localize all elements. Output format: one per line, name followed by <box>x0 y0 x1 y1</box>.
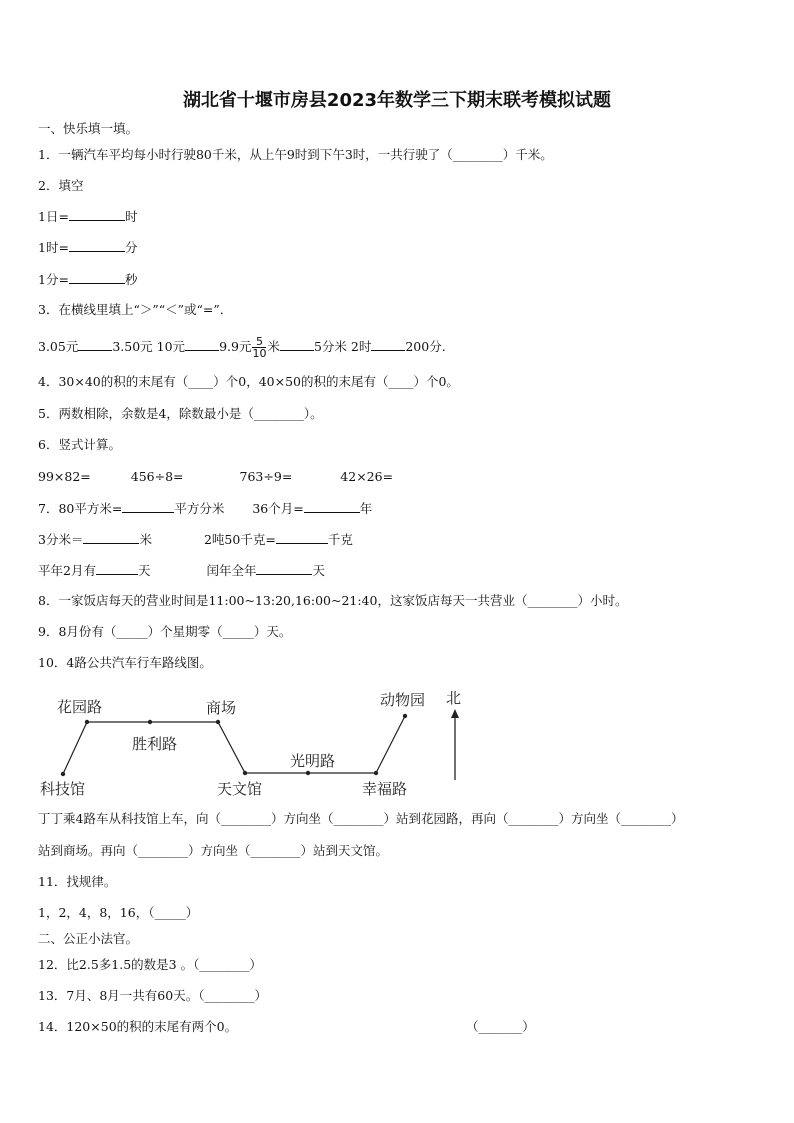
question-11-head: 11．找规律。 <box>38 874 117 889</box>
station-dot <box>403 714 407 718</box>
station-dongwuyuan: 动物园 <box>380 691 426 709</box>
station-dot <box>374 771 378 775</box>
section-heading-1: 一、快乐填一填。 <box>38 121 139 136</box>
q2-unit: 时 <box>124 209 138 224</box>
question-7-row-2 <box>38 531 353 548</box>
q7-label: 7．80平方米= <box>38 501 123 516</box>
station-keji: 科技馆 <box>40 780 86 798</box>
question-10-head: 10．4路公共汽车行车路线图。 <box>38 655 212 670</box>
q7-label: 平年2月有 <box>38 563 96 578</box>
answer-blank[interactable] <box>276 531 328 544</box>
question-5: 5．两数相除，余数是4，除数最小是（________）。 <box>38 406 323 421</box>
question-2-line-3 <box>38 271 137 288</box>
station-guangming: 光明路 <box>290 752 336 770</box>
q2-label: 1时= <box>38 240 69 255</box>
fraction <box>252 336 266 359</box>
question-8: 8．一家饭店每天的营业时间是11:00~13:20,16:00~21:40，这家饭店每天一共营业（________）小时。 <box>38 593 628 608</box>
fraction-numerator: 5 <box>252 336 266 348</box>
q7-unit: 年 <box>359 501 373 516</box>
question-9: 9．8月份有（_____）个星期零（_____）天。 <box>38 624 292 639</box>
station-huayuan: 花园路 <box>57 698 103 716</box>
question-1: 1．一辆汽车平均每小时行驶80千米，从上午9时到下午3时，一共行驶了（________）千米。 <box>38 147 553 162</box>
station-dot <box>243 771 247 775</box>
question-11-sequence: 1，2，4，8，16，（_____） <box>38 905 199 920</box>
q7-unit: 平方分米 <box>174 501 225 516</box>
station-shangchang: 商场 <box>206 699 237 717</box>
bus-route-line <box>63 716 405 774</box>
question-3-body <box>38 335 446 359</box>
q3-item: 9.9元 <box>219 339 252 354</box>
question-3-head: 3．在横线里填上“＞”“＜”或“=”． <box>38 302 233 317</box>
station-shengli: 胜利路 <box>132 735 178 753</box>
question-2-line-1 <box>38 208 137 225</box>
answer-blank[interactable] <box>83 531 139 544</box>
fraction-denominator: 10 <box>252 347 267 360</box>
page-title: 湖北省十堰市房县2023年数学三下期末联考模拟试题 <box>182 90 612 111</box>
answer-blank[interactable] <box>122 500 174 513</box>
calc-problem: 763÷9= <box>239 469 293 484</box>
answer-blank[interactable] <box>69 271 125 284</box>
q7-unit: 米 <box>139 532 152 547</box>
north-label: 北 <box>446 689 462 707</box>
answer-blank[interactable] <box>69 239 125 252</box>
answer-blank[interactable] <box>69 208 125 221</box>
question-2-head: 2．填空 <box>38 178 84 193</box>
bus-route-map <box>0 676 794 806</box>
station-tianwen: 天文馆 <box>217 780 263 798</box>
q7-label: 3分米＝ <box>38 532 84 547</box>
q7-unit: 天 <box>137 563 151 578</box>
answer-blank[interactable] <box>280 338 314 351</box>
answer-blank[interactable] <box>304 500 360 513</box>
q3-item: 3.05元 <box>38 339 79 354</box>
station-xingfu: 幸福路 <box>362 780 408 798</box>
station-dot <box>148 720 152 724</box>
question-6-head: 6．竖式计算。 <box>38 437 121 452</box>
calc-problem: 456÷8= <box>130 469 184 484</box>
north-arrow-icon <box>451 709 459 718</box>
q7-unit: 天 <box>312 563 325 578</box>
answer-blank[interactable] <box>96 562 138 575</box>
station-dot <box>216 720 220 724</box>
question-4: 4．30×40的积的末尾有（____）个0，40×50的积的末尾有（____）个0。 <box>38 374 459 389</box>
q7-label: 2吨50千克= <box>203 532 276 547</box>
question-7-row-1 <box>38 500 372 517</box>
question-12: 12．比2.5多1.5的数是3 。（________） <box>38 957 262 972</box>
q3-item: 200分. <box>405 339 446 354</box>
calc-problem: 42×26= <box>340 469 394 484</box>
calc-problem: 99×82= <box>38 469 91 484</box>
q3-item: 米 <box>267 339 280 354</box>
section-heading-2: 二、公正小法官。 <box>38 931 139 946</box>
q3-item: 3.50元 10元 <box>112 339 186 354</box>
answer-blank[interactable] <box>256 562 312 575</box>
q2-label: 1分= <box>38 272 69 287</box>
question-2-line-2 <box>38 239 137 256</box>
q3-item: 5分米 2时 <box>313 339 372 354</box>
answer-blank[interactable] <box>78 338 112 351</box>
question-6-problems <box>38 469 393 485</box>
question-14-answer[interactable]: （_______） <box>466 1019 535 1034</box>
q7-unit: 千克 <box>327 532 353 547</box>
question-13: 13．7月、8月一共有60天。（________） <box>38 988 267 1003</box>
answer-blank[interactable] <box>371 338 405 351</box>
q2-label: 1日= <box>38 209 69 224</box>
q7-label: 闰年全年 <box>206 563 257 578</box>
q2-unit: 秒 <box>124 272 138 287</box>
question-10-text-1: 丁丁乘4路车从科技馆上车，向（________）方向坐（________）站到花园路，再向（________）方向坐（________） <box>38 811 684 826</box>
question-7-row-3 <box>38 562 325 579</box>
answer-blank[interactable] <box>185 338 219 351</box>
station-dot <box>306 771 310 775</box>
question-10-text-2: 站到商场。再向（________）方向坐（________）站到天文馆。 <box>38 843 389 858</box>
q2-unit: 分 <box>124 240 138 255</box>
station-dot <box>61 772 65 776</box>
q7-label: 36个月= <box>252 501 304 516</box>
station-dot <box>85 720 89 724</box>
question-14: 14．120×50的积的末尾有两个0。 <box>38 1019 238 1034</box>
